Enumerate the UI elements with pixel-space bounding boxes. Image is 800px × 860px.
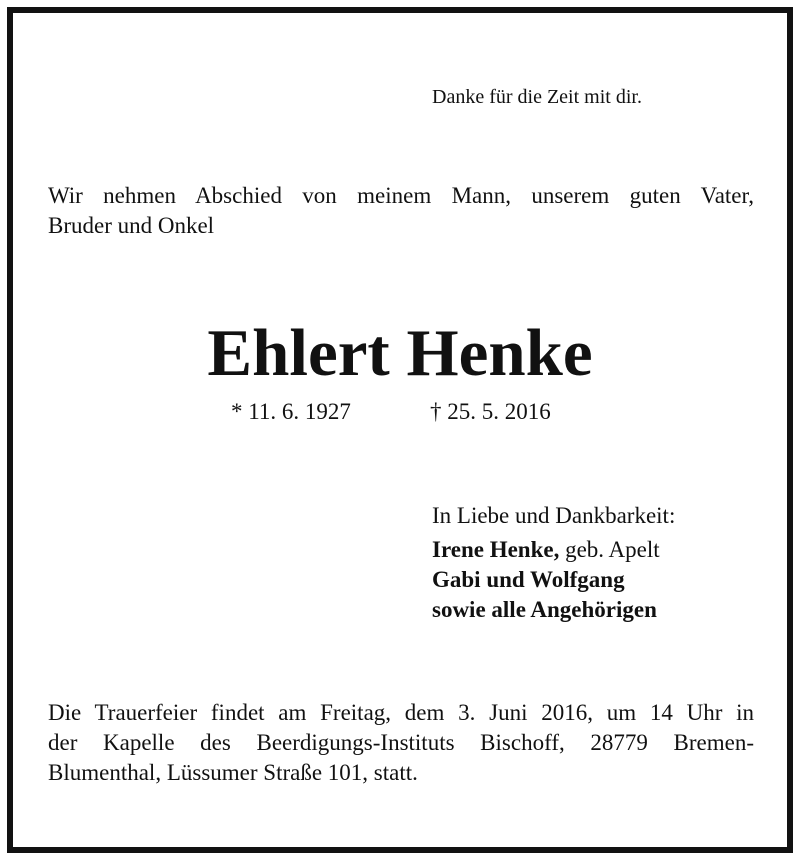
signer-maiden-name: geb. Apelt (559, 537, 660, 562)
signer-line-3: sowie alle Angehörigen (432, 597, 657, 622)
funeral-paragraph (48, 698, 754, 788)
funeral-line-3: Blumenthal, Lüssumer Straße 101, statt. (48, 760, 418, 785)
funeral-line-1: Die Trauerfeier findet am Freitag, dem 3. Juni 2016, um 14 Uhr in (48, 700, 754, 725)
signer-line-1 (432, 535, 675, 565)
signer-name-irene: Irene Henke, (432, 537, 560, 562)
signers-block (432, 501, 675, 625)
birth-date: * 11. 6. 1927 (231, 399, 351, 424)
deceased-name: Ehlert Henke (207, 316, 593, 390)
intro-paragraph (48, 181, 754, 241)
motto-text: Danke für die Zeit mit dir. (432, 86, 642, 108)
death-date: † 25. 5. 2016 (430, 399, 551, 424)
signers-heading: In Liebe und Dankbarkeit: (432, 503, 676, 528)
signer-line-2: Gabi und Wolfgang (432, 567, 625, 592)
funeral-line-2: der Kapelle des Beerdigungs-Instituts Bischoff, 28779 Bremen- (48, 730, 754, 755)
intro-line-2: Bruder und Onkel (48, 213, 215, 238)
intro-line-1: Wir nehmen Abschied von meinem Mann, unserem guten Vater, (48, 183, 754, 208)
